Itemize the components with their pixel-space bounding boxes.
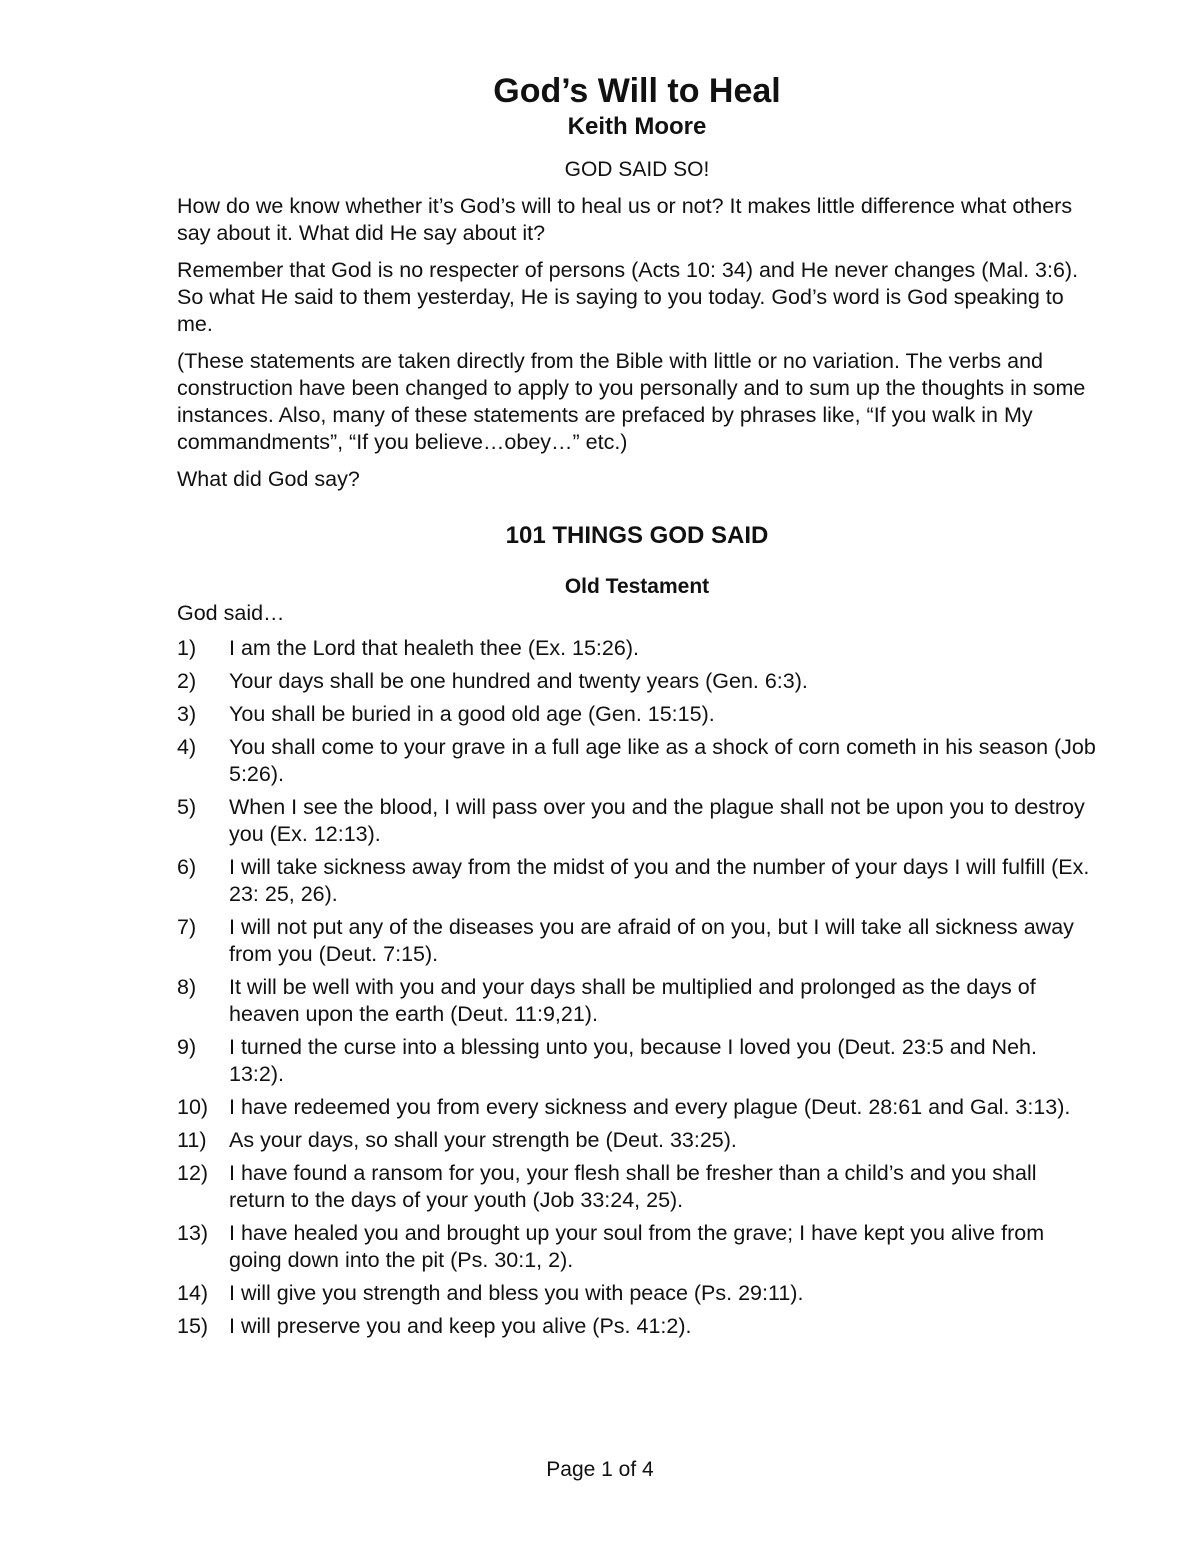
item-text: I will take sickness away from the midst of you and the number of your days I will fulfill (Ex. 23: 25, 26). (229, 855, 1090, 906)
paragraph-what-did-god-say: What did God say? (177, 467, 360, 491)
item-number: 9) (177, 1035, 197, 1059)
item-text: It will be well with you and your days shall be multiplied and prolonged as the days of heaven upon the earth (Deut. 11:9,21). (229, 975, 1036, 1026)
item-text: I will not put any of the diseases you are afraid of on you, but I will take all sickness away from you (Deut. 7:15). (229, 915, 1074, 966)
item-number: 1) (177, 636, 197, 660)
document-author: Keith Moore (567, 113, 707, 140)
item-text: I will give you strength and bless you with peace (Ps. 29:11). (229, 1281, 804, 1305)
item-number: 4) (177, 735, 197, 759)
list-item (177, 794, 1097, 848)
item-text: I have found a ransom for you, your flesh shall be fresher than a child’s and you shall return to the days of your youth (Job 33:24, 25). (229, 1161, 1037, 1212)
item-number: 2) (177, 669, 197, 693)
paragraph-intro-question: How do we know whether it’s God’s will to heal us or not? It makes little difference what others say about it. What did He say about it? (177, 194, 1073, 245)
item-number: 14) (177, 1281, 209, 1305)
paragraph-respecter: Remember that God is no respecter of persons (Acts 10: 34) and He never changes (Mal. 3:6). So what He said to them yesterday, He is saying to you today. God’s word is God speaking to me. (177, 258, 1079, 336)
list-item (177, 635, 1097, 662)
page-footer: Page 1 of 4 (546, 1458, 654, 1481)
list-item (177, 1034, 1097, 1088)
item-text: I turned the curse into a blessing unto you, because I loved you (Deut. 23:5 and Neh. 13:2). (229, 1035, 1037, 1086)
item-number: 7) (177, 915, 197, 939)
list-item (177, 1280, 1097, 1307)
list-item (177, 1313, 1097, 1340)
item-text: As your days, so shall your strength be (Deut. 33:25). (229, 1128, 737, 1152)
item-text: You shall come to your grave in a full age like as a shock of corn cometh in his season (Job 5:26). (229, 735, 1096, 786)
item-number: 6) (177, 855, 197, 879)
item-number: 12) (177, 1161, 209, 1185)
document-title: God’s Will to Heal (493, 72, 781, 110)
list-item (177, 1094, 1097, 1121)
item-text: I have healed you and brought up your soul from the grave; I have kept you alive from going down into the pit (Ps. 30:1, 2). (229, 1221, 1045, 1272)
list-item (177, 1220, 1097, 1274)
lead-text: God said… (177, 601, 285, 625)
section-heading: 101 THINGS GOD SAID (505, 522, 769, 549)
list-item (177, 668, 1097, 695)
list-item (177, 1160, 1097, 1214)
item-text: I have redeemed you from every sickness and every plague (Deut. 28:61 and Gal. 3:13). (229, 1095, 1071, 1119)
list-item (177, 734, 1097, 788)
item-number: 13) (177, 1221, 209, 1245)
paragraph-statements-note: (These statements are taken directly from the Bible with little or no variation. The verbs and construction have been changed to apply to you personally and to sum up the thoughts in some instances. Also, many of these statements are prefaced by phrases like, “If you walk in My commandments”, “If you believe…obey…” etc.) (177, 349, 1086, 454)
testament-heading: Old Testament (564, 575, 710, 598)
subheading: GOD SAID SO! (564, 158, 710, 181)
item-number: 5) (177, 795, 197, 819)
list-item (177, 974, 1097, 1028)
list-item (177, 701, 1097, 728)
item-text: You shall be buried in a good old age (Gen. 15:15). (229, 702, 715, 726)
item-number: 3) (177, 702, 197, 726)
item-text: Your days shall be one hundred and twenty years (Gen. 6:3). (229, 669, 808, 693)
things-god-said-list (177, 635, 1097, 1340)
item-text: I will preserve you and keep you alive (Ps. 41:2). (229, 1314, 692, 1338)
item-text: When I see the blood, I will pass over you and the plague shall not be upon you to destroy you (Ex. 12:13). (229, 795, 1085, 846)
page-content (177, 70, 1097, 1346)
list-item (177, 854, 1097, 908)
list-item (177, 914, 1097, 968)
item-number: 15) (177, 1314, 209, 1338)
item-number: 10) (177, 1095, 209, 1119)
item-text: I am the Lord that healeth thee (Ex. 15:26). (229, 636, 639, 660)
item-number: 8) (177, 975, 197, 999)
item-number: 11) (177, 1128, 207, 1152)
list-item (177, 1127, 1097, 1154)
